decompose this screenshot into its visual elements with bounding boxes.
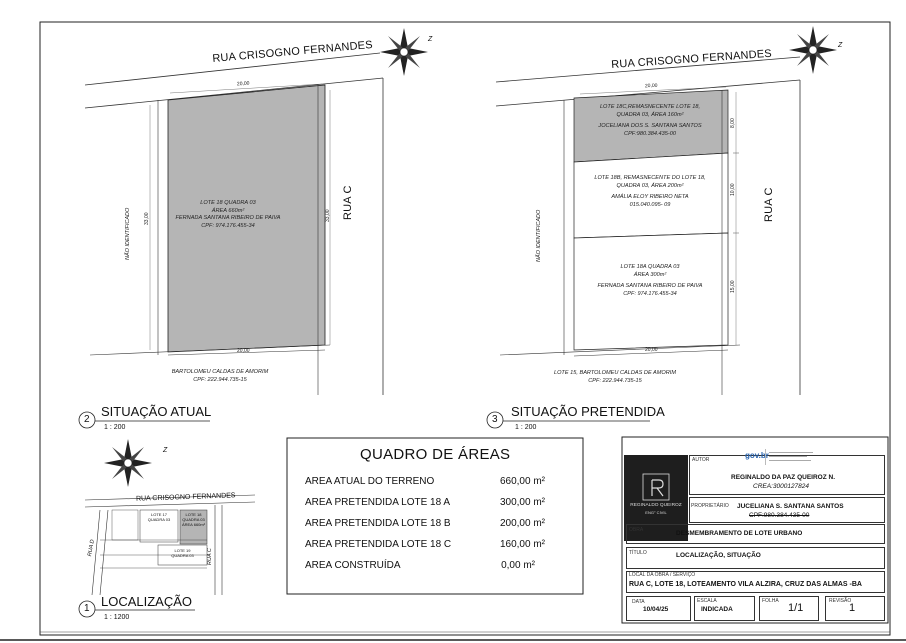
areas-row-label: AREA PRETENDIDA LOTE 18 A (305, 497, 451, 508)
lot-line: LOTE 19 (174, 548, 191, 553)
view-number-location: 1 (84, 603, 90, 614)
lot-line: CPF: 974.176.455-34 (623, 290, 677, 297)
lot-line: ÁREA 300m² (633, 271, 667, 278)
dim-top-actual: 20,00 (236, 80, 250, 88)
escala-label: ESCALA (697, 598, 717, 604)
view-scale-location: 1 : 1200 (104, 614, 130, 621)
view-scale-actual: 1 : 200 (104, 424, 126, 431)
lote-19-locator-label (158, 549, 207, 559)
folha-label: FOLHA (762, 598, 779, 604)
lot-line: QUADRA 03 (171, 552, 194, 558)
revisao-value: 1 (849, 602, 856, 614)
proprietario-label: PROPRIETÁRIO (691, 503, 729, 509)
revisao-label: REVISÃO (829, 598, 852, 604)
lot-line: LOTE 18 QUADRA 03 (200, 200, 256, 206)
street-label-right-location: RUA C (207, 548, 213, 565)
logo-sub: ENG° CIVIL (645, 510, 667, 515)
areas-row-label: AREA CONSTRUÍDA (305, 560, 401, 571)
lot-line: LOTE 18A QUADRA 03 (620, 264, 680, 270)
side-label-left-intended: NÃO IDENTIFICADO (536, 209, 542, 262)
view-title-actual: SITUAÇÃO ATUAL (101, 404, 212, 419)
dim-top-intended: 20,00 (644, 82, 658, 90)
data-label: DATA (632, 599, 645, 605)
lot-line: CPF:980.384.435-00 (624, 130, 676, 137)
neighbor-line: CPF: 222.944.735-15 (193, 376, 247, 383)
lot-line: AMÁLIA ELOY RIBEIRO NETA (611, 194, 689, 201)
lot-line: CPF: 974.176.455-34 (201, 222, 255, 229)
lot-line: FERNADA SANTANA RIBEIRO DE PAIVA (597, 283, 703, 290)
lot-line: ÁREA 660m² (181, 521, 206, 527)
stamp-line (769, 452, 813, 453)
areas-row-value: 0,00 m² (501, 560, 535, 571)
view-number-intended: 3 (492, 414, 498, 425)
dim-lot-b: 10,00 (730, 183, 736, 196)
stamp-line (769, 460, 811, 461)
lote-17-locator-label (140, 513, 178, 523)
lot-line: FERNADA SANTANA RIBEIRO DE PAIVA (175, 215, 281, 222)
street-label-top-location: RUA CRISOGNO FERNANDES (135, 492, 236, 503)
logo-name: REGINALDO QUEIROZ (630, 503, 682, 508)
street-label-top-intended: RUA CRISOGNO FERNANDES (610, 47, 773, 71)
local-label: LOCAL DA OBRA / SERVIÇO (629, 572, 696, 578)
logo-icon (640, 472, 672, 504)
lot-line: QUADRA 03, ÁREA 200m² (616, 182, 684, 189)
lote-18-locator-label (180, 513, 207, 527)
dim-right-actual: 33,00 (325, 209, 331, 222)
stamp-line (769, 456, 807, 457)
view-title-location: LOCALIZAÇÃO (101, 594, 193, 609)
proprietario-name: JUCELIANA S. SANTANA SANTOS (737, 503, 844, 510)
dim-bottom-actual: 20,00 (237, 348, 250, 354)
data-value: 10/04/25 (643, 606, 669, 613)
areas-row (305, 497, 545, 518)
areas-table (305, 476, 545, 581)
street-label-right-intended: RUA C (763, 187, 775, 222)
govbr-brand: gov.br (745, 451, 769, 460)
street-label-right-actual: RUA C (342, 185, 354, 220)
dim-lot-a: 15,00 (730, 280, 736, 293)
compass-letter-location: Z (163, 447, 168, 454)
street-label-top-actual: RUA CRISOGNO FERNANDES (211, 38, 374, 65)
areas-row-value: 200,00 m² (499, 518, 545, 529)
north-arrow-icon (104, 439, 152, 487)
obra-label: OBRA (629, 527, 644, 533)
proprietario-cpf: CPF:980.384.435-00 (749, 512, 810, 519)
areas-row-label: AREA PRETENDIDA LOTE 18 B (305, 518, 451, 529)
neighbor-line: BARTOLOMEU CALDAS DE AMORIM (171, 369, 269, 375)
titulo-label: TÍTULO (629, 550, 647, 556)
street-label-left-location: RUA D (87, 539, 96, 557)
autor-crea: CREA:3000127824 (753, 483, 810, 490)
areas-table-title: QUADRO DE ÁREAS (360, 446, 511, 463)
folha-value: 1/1 (788, 602, 804, 614)
lot-line: LOTE 18C,REMASNECENTE LOTE 18, (599, 104, 701, 110)
areas-row (305, 560, 545, 581)
titulo-value: LOCALIZAÇÃO, SITUAÇÃO (676, 552, 761, 559)
dim-left-actual: 33,00 (144, 212, 150, 225)
areas-row-label: AREA ATUAL DO TERRENO (305, 476, 435, 487)
dim-lot-c: 8,00 (730, 118, 736, 128)
lot-line: QUADRA 03, ÁREA 160m² (616, 111, 684, 118)
areas-row (305, 539, 545, 560)
escala-value: INDICADA (701, 606, 733, 613)
neighbor-line: CPF: 222.944.735-15 (588, 377, 642, 384)
lot-line: LOTE 18B, REMASNECENTE DO LOTE 18, (594, 175, 706, 181)
areas-row (305, 518, 545, 539)
lot-line: QUADRA 03 (147, 516, 171, 522)
local-value: RUA C, LOTE 18, LOTEAMENTO VILA ALZIRA, CRUZ DAS ALMAS -BA (629, 581, 862, 588)
areas-row (305, 476, 545, 497)
areas-row-value: 660,00 m² (499, 476, 545, 487)
dim-bottom-intended: 20,00 (645, 347, 658, 353)
neighbor-line: LOTE 15, BARTOLOMEU CALDAS DE AMORIM (553, 370, 677, 376)
view-scale-intended: 1 : 200 (515, 424, 537, 431)
lot-line: ÁREA 660m² (211, 207, 245, 214)
lot-line: LOTE 17 (150, 512, 167, 517)
autor-label: AUTOR (692, 457, 710, 463)
autor-name: REGINALDO DA PAZ QUEIROZ N. (731, 474, 835, 481)
compass-letter-intended: Z (838, 42, 843, 49)
lot-line: JOCELIANA DOS S. SANTANA SANTOS (598, 123, 702, 130)
digital-signature-stamp (765, 449, 818, 465)
view-number-actual: 2 (84, 414, 90, 425)
areas-row-label: AREA PRETENDIDA LOTE 18 C (305, 539, 452, 550)
compass-letter-actual: Z (428, 36, 433, 43)
areas-row-value: 160,00 m² (499, 539, 545, 550)
lot-line: QUADRA 03 (182, 516, 205, 522)
view-title-intended: SITUAÇÃO PRETENDIDA (511, 404, 665, 419)
side-label-left-actual: NÃO IDENTIFICADO (125, 207, 131, 260)
areas-row-value: 300,00 m² (499, 497, 545, 508)
lot-line: LOTE 18 (185, 512, 202, 517)
lot-line: 015.040.095- 09 (629, 201, 671, 208)
obra-value: DESMEMBRAMENTO DE LOTE URBANO (676, 530, 803, 537)
